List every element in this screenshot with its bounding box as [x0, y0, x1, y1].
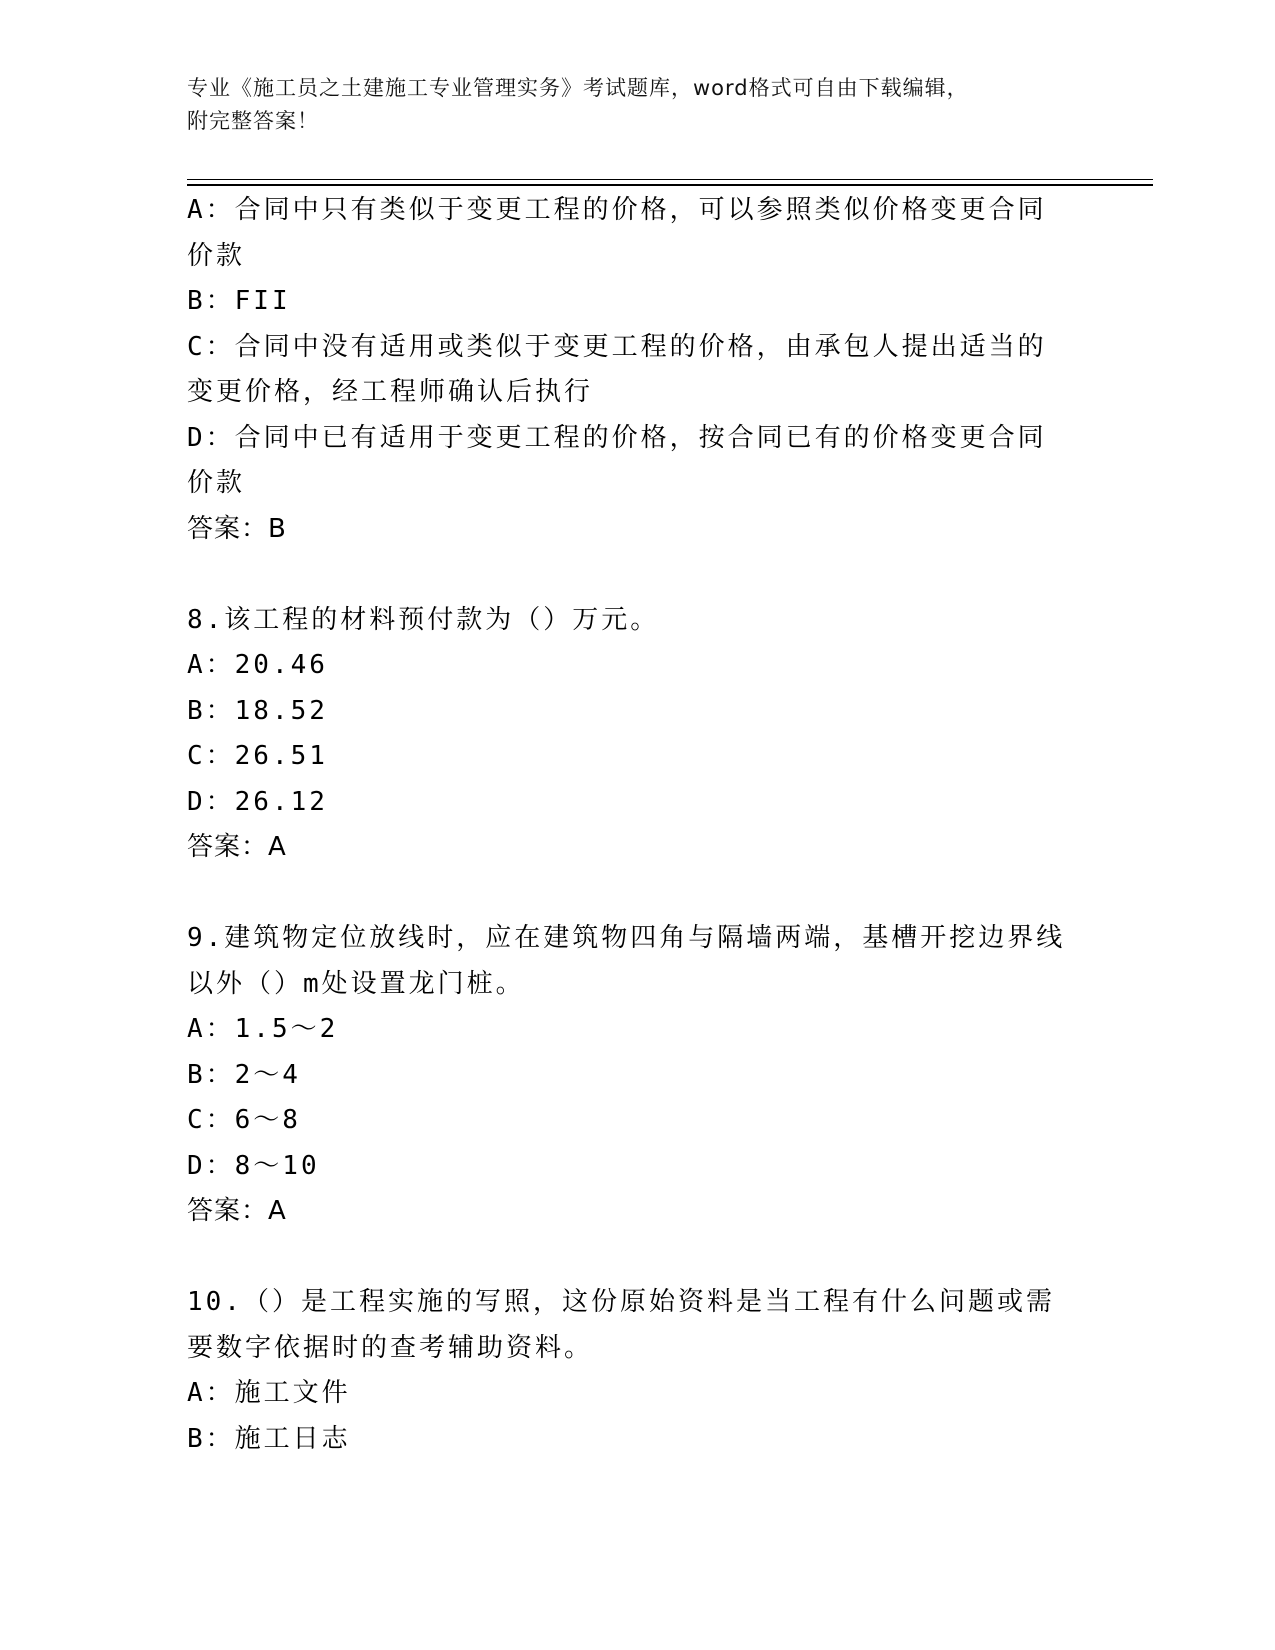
- question-8-text: 8.该工程的材料预付款为（）万元。: [187, 604, 660, 635]
- question-8-option-d: D：26.12: [187, 786, 328, 817]
- question-10-option-a: A：施工文件: [187, 1378, 351, 1408]
- question-7-option-b: B：FII: [187, 286, 291, 316]
- question-7-option-c: C：合同中没有适用或类似于变更工程的价格，由承包人提出适当的变更价格，经工程师确认后执行: [187, 331, 1047, 407]
- header-divider-thin: [187, 179, 1153, 180]
- question-7-block: [187, 188, 1072, 552]
- question-10-option-b: B：施工日志: [187, 1423, 351, 1454]
- question-7-answer: 答案：B: [187, 513, 287, 544]
- question-9-option-c: C：6～8: [187, 1105, 301, 1135]
- question-8-option-b: B：18.52: [187, 695, 328, 726]
- question-9-text: 9.建筑物定位放线时，应在建筑物四角与隔墙两端，基槽开挖边界线以外（）m处设置龙门桩。: [187, 923, 1066, 999]
- document-header: [187, 72, 1067, 138]
- header-divider-thick: [187, 184, 1153, 186]
- question-8-option-a: A：20.46: [187, 650, 328, 680]
- question-7-option-d: D：合同中已有适用于变更工程的价格，按合同已有的价格变更合同价款: [187, 422, 1047, 498]
- spacer: [187, 871, 1072, 917]
- question-list: [187, 188, 1072, 1462]
- question-9-option-b: B：2～4: [187, 1059, 301, 1090]
- question-10-text: 10.（）是工程实施的写照，这份原始资料是当工程有什么问题或需要数字依据时的查考辅助资料。: [187, 1287, 1055, 1363]
- question-8-answer: 答案：A: [187, 832, 287, 862]
- header-line-2: 附完整答案！: [187, 109, 319, 133]
- question-8-block: [187, 598, 1072, 871]
- question-7-option-a: A：合同中只有类似于变更工程的价格，可以参照类似价格变更合同价款: [187, 195, 1047, 271]
- spacer: [187, 1235, 1072, 1281]
- question-10-block: [187, 1280, 1072, 1462]
- header-line-1: 专业《施工员之土建施工专业管理实务》考试题库，word格式可自由下载编辑，: [187, 76, 969, 100]
- question-8-option-c: C：26.51: [187, 741, 328, 771]
- question-9-option-a: A：1.5～2: [187, 1014, 339, 1044]
- spacer: [187, 552, 1072, 598]
- question-9-answer: 答案：A: [187, 1196, 287, 1226]
- question-9-block: [187, 916, 1072, 1235]
- question-9-option-d: D：8～10: [187, 1150, 320, 1181]
